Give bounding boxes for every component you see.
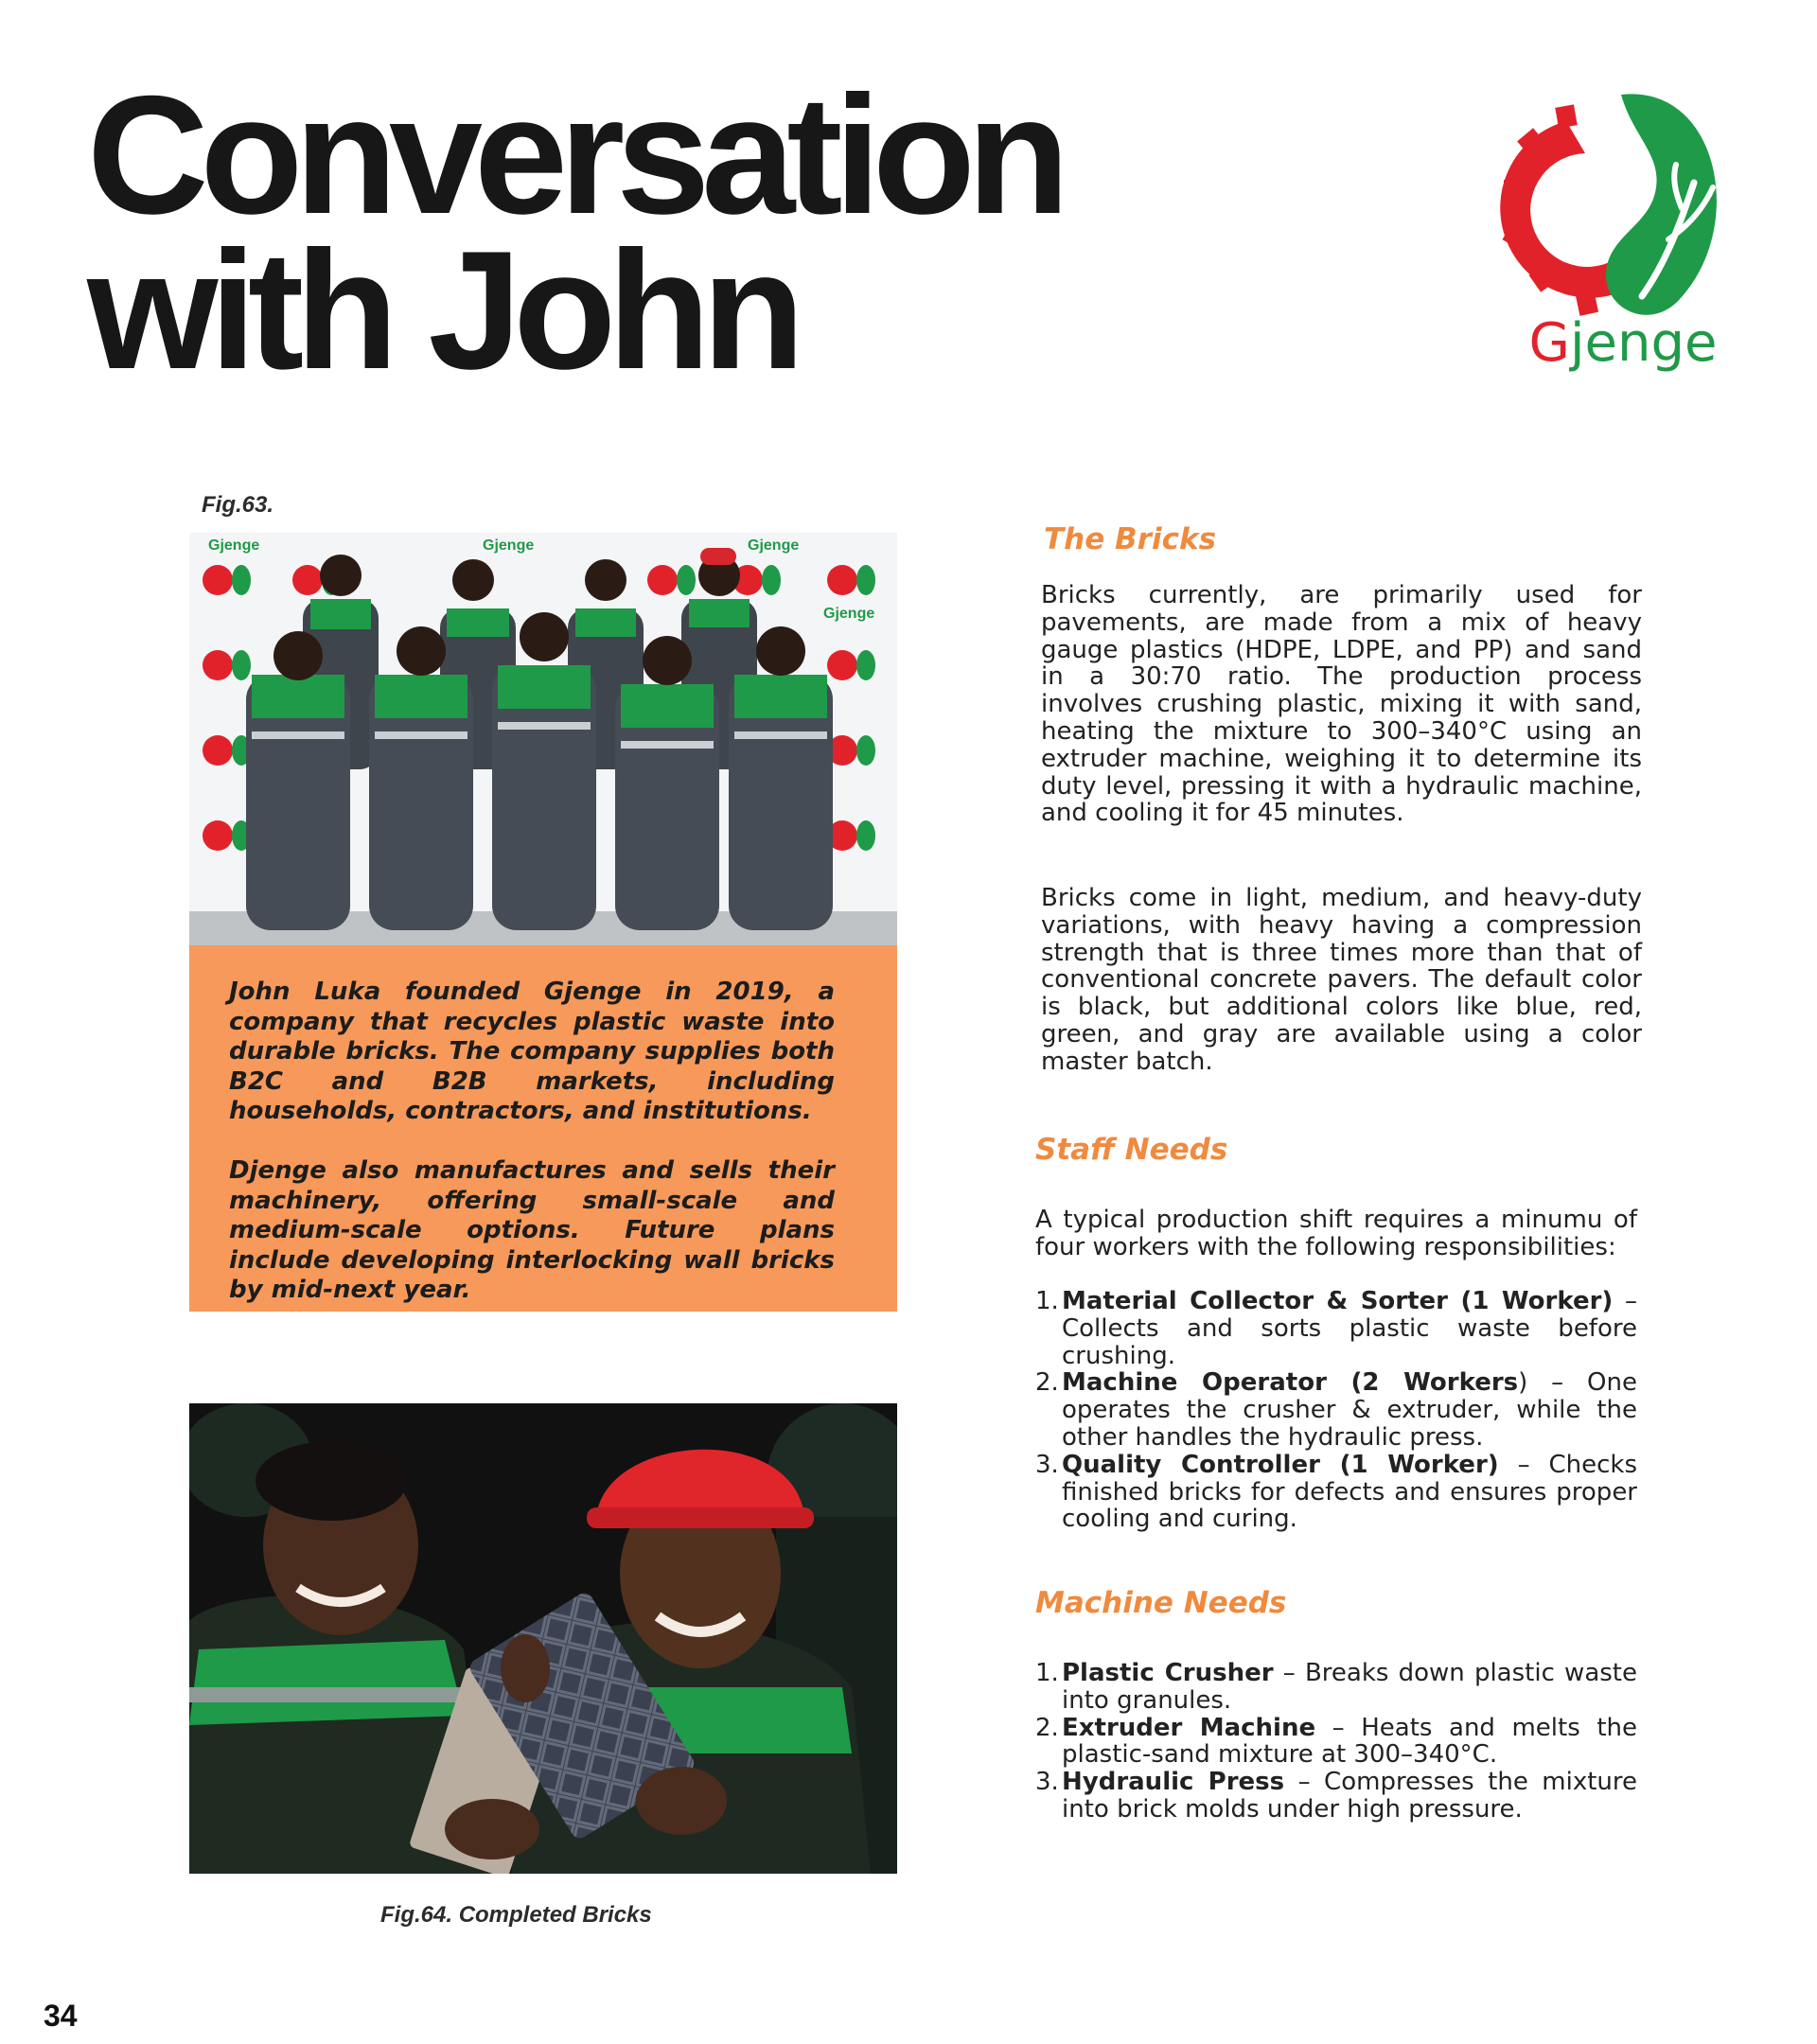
list-item-title: Plastic Crusher	[1062, 1659, 1274, 1687]
list-item	[1035, 1369, 1637, 1451]
page-title-line-2: with John	[87, 216, 797, 404]
bricks-heading: The Bricks	[1044, 522, 1217, 556]
page-number: 34	[44, 1999, 78, 2033]
page-title-line-1: Conversation	[87, 61, 1062, 249]
banner-text: Gjenge	[483, 537, 535, 554]
list-item-number: 2.	[1035, 1713, 1059, 1742]
list-item	[1035, 1660, 1637, 1715]
completed-bricks-photo	[189, 1403, 897, 1874]
bricks-paragraph-2: Bricks come in light, medium, and heavy-duty variations, with heavy having a compression strength that is three times more than that of conventional concrete pavers. The default color is black, but additional colors like blue, red, green, and gray are available using a color master batch.	[1041, 884, 1642, 1076]
intro-paragraph-1: John Luka founded Gjenge in 2019, a company that recycles plastic waste into durable bricks. The company supplies both B2C and B2B markets, including households, contractors, and institutions.	[229, 978, 835, 1125]
list-item-number: 1.	[1035, 1659, 1059, 1687]
team-photo	[189, 533, 897, 945]
machine-heading: Machine Needs	[1035, 1586, 1287, 1620]
list-item	[1035, 1288, 1637, 1369]
list-item-text: – Checks finished bricks for defects and ensures proper cooling and curing.	[1062, 1450, 1638, 1534]
logo-wordmark-g: G	[1528, 312, 1570, 374]
list-item-text: – Compresses the mixture into brick molds under high pressure.	[1062, 1768, 1637, 1824]
banner-text: Gjenge	[208, 537, 260, 554]
fig64-caption: Fig.64. Completed Bricks	[380, 1902, 652, 1928]
list-item-text: – Breaks down plastic waste into granules.	[1062, 1659, 1637, 1715]
intro-paragraph-2: Djenge also manufactures and sells their machinery, offering small-scale and medium-scale options. Future plans include developing interlocking wall bricks by mid-next year.	[229, 1156, 835, 1304]
list-item-title: Extruder Machine	[1062, 1713, 1316, 1742]
intro-box	[189, 945, 897, 1312]
staff-heading: Staff Needs	[1035, 1133, 1228, 1167]
list-item	[1035, 1715, 1637, 1770]
gear-icon	[1500, 104, 1623, 315]
staff-list	[1035, 1288, 1637, 1533]
leaf-icon	[1606, 94, 1717, 314]
banner-text: Gjenge	[823, 606, 875, 622]
list-item-number: 2.	[1035, 1368, 1059, 1398]
staff-intro: A typical production shift requires a minumu of four workers with the following responsibilities:	[1035, 1206, 1637, 1261]
list-item-number: 3.	[1035, 1450, 1059, 1479]
list-item-text: – Collects and sorts plastic waste before crushing.	[1062, 1287, 1638, 1370]
list-item-title: Machine Operator (2 Workers	[1062, 1368, 1519, 1398]
list-item-title: Quality Controller (1 Worker)	[1062, 1450, 1499, 1479]
list-item-number: 1.	[1035, 1287, 1059, 1315]
list-item-text: – Heats and melts the plastic-sand mixture at 300–340°C.	[1062, 1713, 1637, 1770]
fig63-label: Fig.63.	[202, 492, 274, 518]
list-item	[1035, 1769, 1637, 1824]
list-item	[1035, 1452, 1637, 1533]
list-item-title: Material Collector & Sorter (1 Worker)	[1062, 1287, 1614, 1315]
banner-text: Gjenge	[748, 537, 800, 554]
bricks-paragraph-1: Bricks currently, are primarily used for pavements, are made from a mix of heavy gauge plastics (HDPE, LDPE, and PP) and sand in a 30:70 ratio. The production process involves crushing plastic, mixing it with sand, heating the mixture to 300–340°C using an extruder machine, weighing it to determine its duty level, pressing it with a hydraulic machine, and cooling it for 45 minutes.	[1041, 581, 1642, 828]
machine-list	[1035, 1660, 1637, 1824]
list-item-text: ) – One operates the crusher & extruder, while the other handles the hydraulic press.	[1062, 1368, 1637, 1452]
list-item-title: Hydraulic Press	[1062, 1768, 1285, 1797]
list-item-number: 3.	[1035, 1768, 1059, 1797]
logo-wordmark	[1514, 312, 1732, 375]
logo-wordmark-rest: jenge	[1569, 312, 1718, 374]
page-title	[87, 61, 1223, 404]
